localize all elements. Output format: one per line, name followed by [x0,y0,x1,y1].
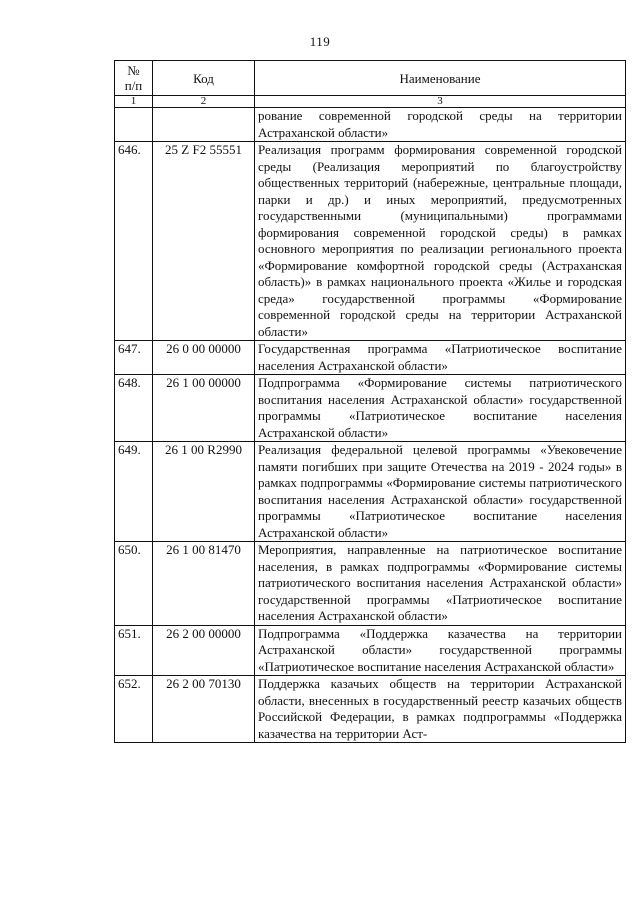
row-name: Реализация программ формирования современной городской среды (Реализация мероприятий по благоустройству общественных территорий (набережные, центральные площади, парки и др.) и иных мероприятий, предусмотренных государственными (муниципальными) программами формирования современной городской среды) в рамках основного мероприятия по реализации регионального проекта «Формирование комфортной городской среды (Астраханская область)» в рамках национального проекта «Жилье и городская среда» государственной программы «Формирование современной городской среды на территории Астраханской области» [255,142,626,341]
row-code: 26 0 00 00000 [153,341,255,375]
table-row [115,142,626,341]
row-number: 651. [115,625,153,676]
row-name: Государственная программа «Патриотическое воспитание населения Астраханской области» [255,341,626,375]
column-number-3: 3 [255,96,626,108]
row-name: Подпрограмма «Поддержка казачества на территории Астраханской области» государственной программы «Патриотическое воспитание населения Астраханской области» [255,625,626,676]
row-name: рование современной городской среды на территории Астраханской области» [255,108,626,142]
table-row [115,375,626,442]
row-number: 647. [115,341,153,375]
row-number: 650. [115,542,153,626]
row-code: 26 2 00 70130 [153,676,255,743]
table-header-row [115,61,626,96]
table-row [115,108,626,142]
row-number: 649. [115,442,153,542]
row-name: Поддержка казачьих обществ на территории Астраханской области, внесенных в государственный реестр казачьих обществ Российской Федерации, в рамках подпрограммы «Поддержка казачества на территории Аст- [255,676,626,743]
header-number: № п/п [115,61,153,96]
page-number: 119 [309,34,331,49]
row-code: 26 1 00 81470 [153,542,255,626]
row-number: 652. [115,676,153,743]
row-code: 26 1 00 00000 [153,375,255,442]
row-number: 646. [115,142,153,341]
row-code: 26 2 00 00000 [153,625,255,676]
table-row [115,442,626,542]
row-code: 25 Z F2 55551 [153,142,255,341]
column-number-row [115,96,626,108]
row-name: Мероприятия, направленные на патриотическое воспитание населения, в рамках подпрограммы «Формирование системы патриотического воспитания населения Астраханской области» государственной программы «Патриотическое воспитание населения Астраханской области» [255,542,626,626]
budget-codes-table [114,60,626,743]
row-number [115,108,153,142]
table-row [115,341,626,375]
header-code: Код [153,61,255,96]
row-code [153,108,255,142]
table-row [115,676,626,743]
row-number: 648. [115,375,153,442]
table-row [115,625,626,676]
row-name: Реализация федеральной целевой программы «Увековечение памяти погибших при защите Отечества на 2019 - 2024 годы» в рамках подпрограммы «Формирование системы патриотического воспитания населения Астраханской области» государственной программы «Патриотическое воспитание населения Астраханской области» [255,442,626,542]
table-row [115,542,626,626]
row-name: Подпрограмма «Формирование системы патриотического воспитания населения Астраханской области» государственной программы «Патриотическое воспитание населения Астраханской области» [255,375,626,442]
row-code: 26 1 00 R2990 [153,442,255,542]
column-number-1: 1 [115,96,153,108]
column-number-2: 2 [153,96,255,108]
header-name: Наименование [255,61,626,96]
